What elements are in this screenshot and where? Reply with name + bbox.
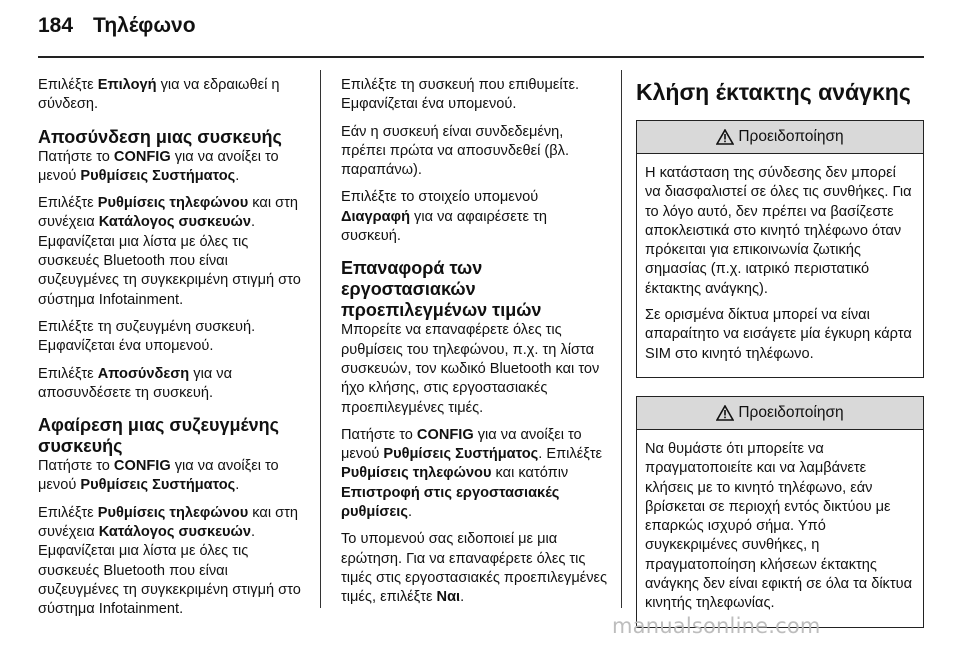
section-heading: Αφαίρεση μιας συζευγμένης συσκευής [38, 415, 279, 457]
column-divider-2 [621, 70, 622, 608]
section-heading: Επαναφορά των εργοστασιακών προεπιλεγμένων τιμών [341, 258, 542, 321]
paragraph: Πατήστε το CONFIG για να ανοίξει το μενού Ρυθμίσεις Συστήματος. [38, 148, 279, 184]
page-number: 184 [38, 14, 74, 37]
paragraph: Επιλέξτε τη συζευγμένη συσκευή. Εμφανίζεται ένα υπομενού. [38, 318, 256, 355]
paragraph: Σε ορισμένα δίκτυα μπορεί να είναι απαραίτητο να εισάγετε μία έγκυρη κάρτα SIM στο κινητό τηλέφωνο. [645, 307, 912, 362]
column-3 [636, 78, 924, 646]
column-2 [341, 76, 609, 616]
column-divider-1 [320, 70, 321, 608]
warning-heading: Προειδοποίηση [738, 404, 844, 422]
paragraph: Πατήστε το CONFIG για να ανοίξει το μενού Ρυθμίσεις Συστήματος. Επιλέξτε Ρυθμίσεις τηλεφώνου και κατόπιν Επιστροφή στις εργοστασιακές ρυθμίσεις. [341, 426, 603, 521]
paragraph: Το υπομενού σας ειδοποιεί με μια ερώτηση. Για να επαναφέρετε όλες τις τιμές στις εργοστασιακές προεπιλεγμένες τιμές, επιλέξτε Ναι. [341, 531, 608, 606]
column-1 [38, 76, 310, 628]
header-rule [38, 56, 924, 58]
chapter-title: Τηλέφωνο [93, 14, 196, 37]
warning-header [637, 397, 923, 430]
paragraph: Επιλέξτε Επιλογή για να εδραιωθεί η σύνδεση. [38, 77, 280, 113]
paragraph: Να θυμάστε ότι μπορείτε να πραγματοποιείτε και να λαμβάνετε κλήσεις με το κινητό τηλέφωνο, εάν βρίσκεται σε περιοχή εντός δικτύου με επαρκώς ισχυρό σήμα. Υπό συγκεκριμένες συνθήκες, η πραγματοποίηση κλήσεων έκτακτης ανάγκης δεν είναι εφικτή σε όλα τα δίκτυα κινητής τηλεφωνίας. [645, 440, 913, 612]
paragraph: Επιλέξτε Ρυθμίσεις τηλεφώνου και στη συνέχεια Κατάλογος συσκευών. Εμφανίζεται μια λίστα με όλες τις συσκευές Bluetooth που είναι συζευγμένες τη συγκεκριμένη στιγμή στο σύστημα Infotainment. [38, 195, 301, 308]
warning-body [637, 430, 923, 627]
paragraph: Επιλέξτε τη συσκευή που επιθυμείτε. Εμφανίζεται ένα υπομενού. [341, 77, 580, 113]
warning-box [636, 120, 924, 378]
section-heading: Αποσύνδεση μιας συσκευής [38, 126, 282, 147]
warning-heading: Προειδοποίηση [738, 128, 844, 146]
warning-body [637, 154, 923, 377]
page-header [38, 14, 196, 54]
section-title: Κλήση έκτακτης ανάγκης [636, 79, 911, 105]
paragraph: Εάν η συσκευή είναι συνδεδεμένη, πρέπει πρώτα να αποσυνδεθεί (βλ. παραπάνω). [341, 123, 569, 179]
watermark: manualsonline.com [612, 614, 821, 638]
paragraph: Επιλέξτε Αποσύνδεση για να αποσυνδέσετε τη συσκευή. [38, 365, 233, 401]
paragraph: Η κατάσταση της σύνδεσης δεν μπορεί να διασφαλιστεί σε όλες τις συνθήκες. Για το λόγο αυτό, δεν πρέπει να βασίζεστε αποκλειστικά στο κινητό τηλέφωνο όταν πρόκειται για επικοινωνία ζωτικής σημασίας (π.χ. ιατρικό περιστατικό έκτακτης ανάγκης). [645, 165, 912, 297]
warning-triangle-icon [716, 129, 734, 145]
paragraph: Επιλέξτε Ρυθμίσεις τηλεφώνου και στη συνέχεια Κατάλογος συσκευών. Εμφανίζεται μια λίστα με όλες τις συσκευές Bluetooth που είναι συζευγμένες τη συγκεκριμένη στιγμή στο σύστημα Infotainment. [38, 504, 301, 618]
warning-box [636, 396, 924, 628]
paragraph: Επιλέξτε το στοιχείο υπομενού Διαγραφή για να αφαιρέσετε τη συσκευή. [341, 189, 547, 245]
warning-triangle-icon [716, 405, 734, 421]
warning-header [637, 121, 923, 154]
paragraph: Μπορείτε να επαναφέρετε όλες τις ρυθμίσεις του τηλεφώνου, π.χ. τη λίστα συσκευών, τον κωδικό Bluetooth και τον ήχο κλήσης, στις εργοστασιακές προεπιλεγμένες τιμές. [341, 322, 600, 416]
paragraph: Πατήστε το CONFIG για να ανοίξει το μενού Ρυθμίσεις Συστήματος. [38, 458, 279, 494]
